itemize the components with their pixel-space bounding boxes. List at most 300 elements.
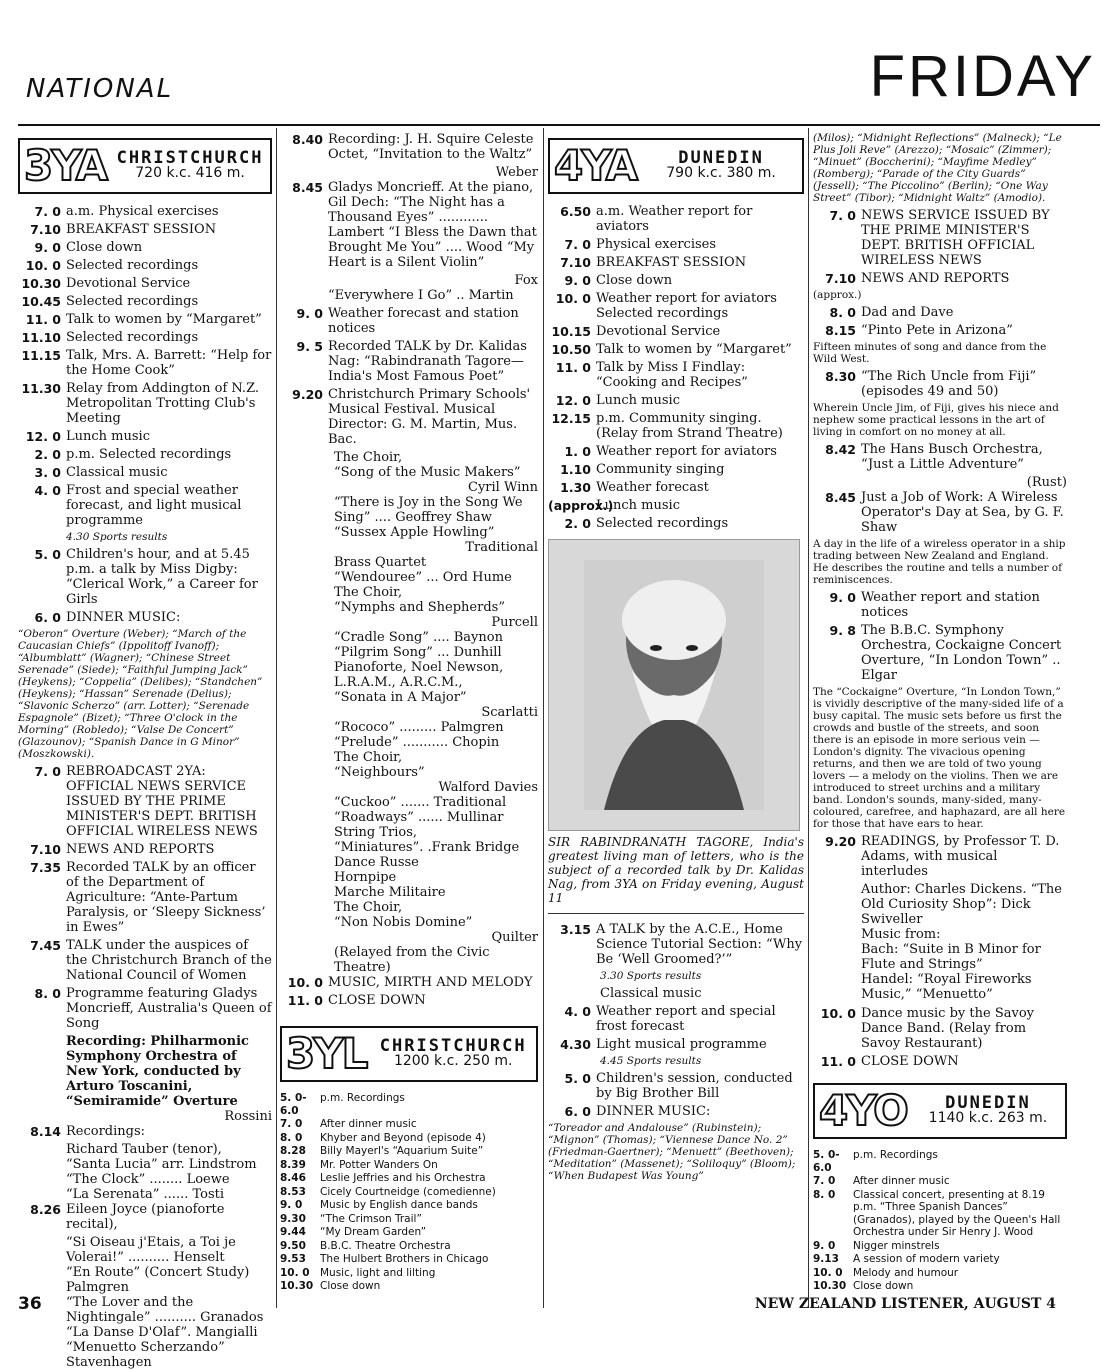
text-line: “The Clock” ........ Loewe — [66, 1172, 230, 1187]
entry-desc: Recordings: — [66, 1124, 146, 1139]
schedule-entry — [18, 610, 272, 625]
dinner-music-list: “Oberon” Overture (Weber); “March of the Caucasian Chiefs” (Ippolitoff Ivanoff); “Albumblatt” (Wagner); “Chinese Street Serenade” (Siede); “Faithful Jumping Jack” (Heykens); “Coppelia” (Delibes); “Standchen” (Heykens); “Hassan” Serenade (Delius); “Slavonic Scherzo” (arr. Lotter); “Serenade Espagnole” (Bizet); “Three O'clock in the Morning” (Robledo); “Valse De Concert” (Glazounov); “Spanish Dance in G Minor” (Moszkowski). — [18, 628, 263, 760]
schedule-entry — [280, 339, 538, 384]
column-divider — [808, 128, 809, 1308]
schedule-entry — [548, 411, 804, 441]
entry-time: 7.45 — [30, 938, 61, 953]
entry-time: 9. 0 — [813, 1239, 836, 1252]
schedule-entry — [280, 1186, 538, 1199]
entry-time: 8.46 — [280, 1172, 306, 1184]
entry-desc: Close down — [66, 240, 143, 255]
sports-note: 4.45 Sports results — [600, 1055, 702, 1067]
entry-time: 7. 0 — [280, 1118, 303, 1130]
schedule-list — [813, 590, 1067, 683]
schedule-entry — [280, 975, 538, 990]
page-number: 36 — [18, 1294, 42, 1314]
entry-desc: Weather forecast and station notices — [328, 306, 519, 336]
entry-desc: Weather forecast — [596, 480, 709, 495]
entry-desc: CLOSE DOWN — [861, 1054, 959, 1069]
schedule-entry — [18, 222, 272, 237]
column-divider — [276, 128, 277, 1308]
entry-desc: NEWS SERVICE ISSUED BY THE PRIME MINISTER'S DEPT. BRITISH OFFICIAL WIRELESS NEWS — [861, 208, 1050, 268]
entry-desc: Classical music — [66, 465, 168, 480]
station-logo: 4YA — [554, 141, 637, 190]
entry-desc: Talk by Miss I Findlay: “Cooking and Recipes” — [596, 360, 748, 390]
item-list — [18, 1235, 272, 1370]
entry-desc: Classical concert, presenting at 8.19 p.m. “Three Spanish Dances” (Granados), played by the Queen's Hall Orchestra under Sir Henry J. Wood — [853, 1188, 1061, 1238]
entry-desc: a.m. Weather report for aviators — [596, 204, 753, 234]
entry-time: 10.50 — [551, 342, 591, 357]
entry-desc: Selected recordings — [66, 294, 199, 309]
entry-time: 8.42 — [825, 442, 856, 457]
entry-time: 12. 0 — [25, 429, 61, 444]
entry-time: 8.39 — [280, 1158, 306, 1171]
schedule-entry — [813, 834, 1067, 879]
schedule-entry — [280, 306, 538, 336]
entry-time: 9.20 — [825, 834, 856, 849]
entry-desc: Weather report and station notices — [861, 590, 1040, 620]
entry-desc: Physical exercises — [596, 237, 717, 252]
entry-time: 5. 0-6.0 — [280, 1092, 307, 1117]
entry-time: 7.10 — [560, 255, 591, 270]
entry-desc: A session of modern variety — [853, 1253, 1000, 1265]
schedule-entry — [548, 237, 804, 252]
schedule-entry — [280, 1253, 538, 1266]
entry-time: 10.30 — [813, 1280, 847, 1292]
entry-time: 9.20 — [292, 387, 323, 402]
schedule-entry — [813, 1175, 1067, 1188]
entry-time: 8.28 — [280, 1145, 306, 1157]
entry-desc: MUSIC, MIRTH AND MELODY — [328, 975, 533, 990]
column-4ya — [548, 132, 804, 1307]
schedule-entry — [280, 1145, 538, 1158]
composer: Fox — [514, 273, 538, 288]
schedule-entry — [18, 381, 272, 426]
entry-time: 11.10 — [21, 330, 61, 345]
entry-desc: CLOSE DOWN — [328, 993, 426, 1008]
text-line: Author: Charles Dickens. “The Old Curiosity Shop”: Dick Swiveller — [861, 882, 1062, 927]
schedule-entry — [18, 1202, 272, 1232]
text-line: Walford Davies — [438, 780, 538, 795]
text-line: “Sonata in A Major” — [334, 690, 467, 705]
column-divider — [543, 128, 544, 1308]
text-line: “Neighbours” — [334, 765, 425, 780]
schedule-entry — [813, 271, 1067, 286]
entry-time: 2. 0 — [34, 447, 61, 462]
station-city: CHRISTCHURCH — [379, 1036, 527, 1056]
tagore-portrait — [548, 539, 800, 831]
text-line: “Miniatures”. .Frank Bridge — [334, 840, 520, 855]
text-line: Brass Quartet — [334, 555, 427, 570]
entry-time: 5. 0 — [34, 547, 61, 562]
column-3ya — [18, 132, 272, 1370]
entry-desc: READINGS, by Professor T. D. Adams, with musical interludes — [861, 834, 1060, 879]
festival-programme — [280, 450, 538, 975]
text-line: Cyril Winn — [468, 480, 538, 495]
station-frequency: 1200 k.c. 250 m. — [393, 1053, 513, 1069]
entry-time: 9.13 — [813, 1253, 839, 1265]
entry-desc: Khyber and Beyond (episode 4) — [320, 1131, 486, 1144]
entry-time: 7. 0 — [34, 204, 61, 219]
entry-desc: p.m. Recordings — [320, 1092, 405, 1104]
entry-desc: DINNER MUSIC: — [596, 1104, 711, 1119]
entry-time: 2. 0 — [564, 516, 591, 531]
schedule-list — [18, 547, 272, 625]
entry-time: 9. 0 — [564, 273, 591, 288]
schedule-entry — [280, 1226, 538, 1239]
schedule-entry — [18, 204, 272, 219]
entry-desc: “Everywhere I Go” .. Martin — [328, 288, 514, 303]
text-line: Traditional — [465, 540, 538, 555]
station-frequency: 790 k.c. 380 m. — [666, 165, 776, 181]
schedule-entry — [280, 1199, 538, 1212]
text-line: Dance Russe — [334, 855, 419, 870]
schedule-list-3yl — [280, 1092, 538, 1293]
entry-desc: Weather report and special frost forecast — [596, 1004, 776, 1034]
entry-desc: After dinner music — [320, 1118, 417, 1130]
entry-time: 5. 0 — [564, 1071, 591, 1086]
schedule-entry — [280, 132, 538, 162]
schedule-list-4yo — [813, 1149, 1067, 1293]
schedule-entry — [548, 922, 804, 967]
station-box-3ya — [18, 138, 272, 194]
schedule-entry — [813, 1006, 1067, 1051]
entry-time: 1. 0 — [564, 444, 591, 459]
entry-time: 4. 0 — [564, 1004, 591, 1019]
text-line: “Wendouree” ... Ord Hume — [334, 570, 512, 585]
text-line: Hornpipe — [334, 870, 397, 885]
schedule-entry — [280, 180, 538, 270]
entry-time: 8.45 — [292, 180, 323, 195]
schedule-entry — [18, 842, 272, 857]
entry-desc: The B.B.C. Symphony Orchestra, Cockaigne Concert Overture, “In London Town” .. Elgar — [861, 623, 1062, 683]
schedule-entry — [18, 258, 272, 273]
entry-time: 9. 5 — [296, 339, 323, 354]
entry-desc: Weather report for aviators — [596, 444, 777, 459]
entry-desc: Recorded TALK by Dr. Kalidas Nag: “Rabindranath Tagore—India's Most Famous Poet” — [328, 339, 527, 384]
programme-note: The “Cockaigne” Overture, “In London Town,” is vividly descriptive of the many-sided life of a busy capital. The music sets before us first the crowds and bustle of the streets, and soon there is an episode in more serious vein — London's dignity. The vivacious opening returns, and then we are told of two young lovers — a melody on the violins. Then we are introduced to street urchins and a military band. London's sounds, many-sided, many-coloured, carefree, and haphazard, are all here for those that have ears to hear. — [813, 686, 1066, 830]
schedule-entry — [18, 465, 272, 480]
entry-time: 10.15 — [551, 324, 591, 339]
schedule-entry — [280, 387, 538, 447]
schedule-entry — [813, 369, 1067, 399]
text-line: Music from: — [861, 927, 941, 942]
day-title: FRIDAY — [869, 44, 1096, 109]
text-line: Bach: “Suite in B Minor for Flute and Strings” — [861, 942, 1041, 972]
schedule-entry — [280, 1267, 538, 1280]
programme-item: Classical music — [600, 986, 702, 1001]
text-line: “Cradle Song” .... Baynon — [334, 630, 503, 645]
schedule-entry — [280, 1118, 538, 1131]
schedule-list — [548, 1004, 804, 1052]
text-line: “Rococo” ......... Palmgren — [334, 720, 504, 735]
schedule-entry — [280, 1213, 538, 1226]
entry-time: 7. 0 — [829, 208, 856, 223]
entry-desc: “Pinto Pete in Arizona” — [861, 323, 1013, 338]
entry-desc: Weather report for aviators Selected recordings — [596, 291, 777, 321]
entry-time: 7. 0 — [813, 1175, 836, 1187]
schedule-entry — [548, 1071, 804, 1101]
entry-time: 5. 0-6.0 — [813, 1149, 840, 1174]
entry-time: 10.30 — [280, 1280, 314, 1292]
schedule-entry — [280, 1240, 538, 1253]
entry-time: 11. 0 — [287, 993, 323, 1008]
schedule-entry — [813, 490, 1067, 535]
entry-time: 10. 0 — [813, 1266, 843, 1279]
schedule-entry — [18, 447, 272, 462]
station-box-4ya — [548, 138, 804, 194]
schedule-entry — [548, 462, 804, 477]
entry-time: 1.30 — [560, 480, 591, 495]
text-line: The Choir, — [334, 450, 403, 465]
entry-desc: REBROADCAST 2YA: OFFICIAL NEWS SERVICE ISSUED BY THE PRIME MINISTER'S DEPT. BRITISH OFFICIAL WIRELESS NEWS — [66, 764, 258, 839]
text-line: “Non Nobis Domine” — [334, 915, 473, 930]
entry-time: 7. 0 — [564, 237, 591, 252]
entry-desc: p.m. Selected recordings — [66, 447, 232, 462]
schedule-entry — [18, 312, 272, 327]
entry-time: 9. 0 — [280, 1199, 303, 1211]
text-line: “Song of the Music Makers” — [334, 465, 521, 480]
station-box-3yl — [280, 1026, 538, 1082]
entry-desc: B.B.C. Theatre Orchestra — [320, 1239, 451, 1252]
schedule-entry — [18, 764, 272, 839]
schedule-entry — [548, 444, 804, 459]
entry-desc: “My Dream Garden” — [320, 1226, 427, 1238]
entry-time: 10.30 — [21, 276, 61, 291]
schedule-list — [813, 305, 1067, 338]
schedule-entry — [18, 276, 272, 291]
entry-time: 10. 0 — [820, 1006, 856, 1021]
schedule-list — [813, 208, 1067, 286]
entry-desc: Dad and Dave — [861, 305, 954, 320]
entry-desc: Talk, Mrs. A. Barrett: “Help for the Home Cook” — [66, 348, 272, 378]
entry-time: 9. 8 — [829, 623, 856, 638]
text-line: Handel: “Royal Fireworks Music,” “Menuetto” — [861, 972, 1032, 1002]
entry-time: 4. 0 — [34, 483, 61, 498]
schedule-entry — [18, 860, 272, 935]
schedule-entry — [548, 516, 804, 531]
entry-desc: Children's hour, and at 5.45 p.m. a talk by Miss Digby: “Clerical Work,” a Career for Girls — [66, 547, 258, 607]
station-frequency: 1140 k.c. 263 m. — [928, 1110, 1048, 1126]
entry-time: 9.53 — [280, 1253, 306, 1265]
schedule-entry — [18, 348, 272, 378]
entry-time: 8.26 — [30, 1202, 61, 1217]
station-logo: 3YL — [286, 1029, 367, 1078]
entry-desc: Relay from Addington of N.Z. Metropolitan Trotting Club's Meeting — [66, 381, 260, 426]
entry-desc: The Hulbert Brothers in Chicago — [320, 1253, 489, 1265]
schedule-entry — [18, 1124, 272, 1139]
entry-desc: Music, light and lilting — [320, 1266, 436, 1279]
programme-note: A day in the life of a wireless operator in a ship trading between New Zealand and England. He describes the routine and tells a number of reminiscences. — [813, 538, 1066, 586]
schedule-entry — [548, 273, 804, 288]
schedule-entry — [813, 1280, 1067, 1293]
text-line: (Relayed from the Civic Theatre) — [334, 945, 490, 975]
schedule-list — [18, 764, 272, 1031]
dinner-music-list: “Toreador and Andalouse” (Rubinstein); “Mignon” (Thomas); “Viennese Dance No. 2” (Friedman-Gaertner); “Menuett” (Beethoven); “Meditation” (Massenet); “Soliloquy” (Bloom); “When Budapest Was Young” — [548, 1122, 796, 1182]
entry-time — [280, 288, 328, 303]
text-line: Scarlatti — [481, 705, 538, 720]
entry-desc: Selected recordings — [596, 516, 729, 531]
schedule-entry — [18, 986, 272, 1031]
text-line: String Trios, — [334, 825, 418, 840]
sports-note: 4.30 Sports results — [66, 531, 168, 543]
station-logo: 4YO — [819, 1086, 907, 1135]
sports-note: 3.30 Sports results — [600, 970, 702, 982]
entry-desc: BREAKFAST SESSION — [596, 255, 747, 270]
recording-note: Recording: Philharmonic Symphony Orchestra of New York, conducted by Arturo Toscanini, — [66, 1034, 249, 1094]
entry-desc: Lunch music — [596, 393, 680, 408]
text-line: Palmgren — [66, 1280, 130, 1295]
entry-time: 9.30 — [280, 1212, 306, 1225]
entry-time: 6. 0 — [34, 610, 61, 625]
entry-desc: Community singing — [596, 462, 725, 477]
entry-time: 8. 0 — [813, 1188, 836, 1201]
schedule-entry — [280, 1132, 538, 1145]
text-line: The Choir, — [334, 585, 403, 600]
entry-time: 9. 0 — [34, 240, 61, 255]
entry-desc: Talk to women by “Margaret” — [596, 342, 792, 357]
schedule-entry — [18, 429, 272, 444]
schedule-entry — [548, 1037, 804, 1052]
entry-time: 8.45 — [825, 490, 856, 505]
entry-desc: Music by English dance bands — [320, 1199, 478, 1211]
entry-desc: Mr. Potter Wanders On — [320, 1158, 438, 1171]
programme-note: Fifteen minutes of song and dance from the Wild West. — [813, 341, 1047, 365]
entry-time: 7.35 — [30, 860, 61, 875]
entry-desc: Billy Mayerl's “Aquarium Suite” — [320, 1145, 484, 1157]
schedule-entry — [18, 330, 272, 345]
entry-desc: Devotional Service — [66, 276, 191, 291]
schedule-entry — [18, 547, 272, 607]
schedule-entry — [548, 1004, 804, 1034]
schedule-entry — [280, 1092, 538, 1117]
station-city: DUNEDIN — [678, 148, 764, 168]
schedule-entry — [548, 1104, 804, 1119]
entry-time: 9.50 — [280, 1239, 306, 1252]
text-line: Purcell — [491, 615, 538, 630]
schedule-entry — [280, 1172, 538, 1185]
text-line: “Cuckoo” ....... Traditional — [334, 795, 507, 810]
schedule-entry — [548, 291, 804, 321]
schedule-entry — [280, 288, 538, 303]
entry-time: 10. 0 — [287, 975, 323, 990]
schedule-list — [18, 204, 272, 528]
entry-time: 8.53 — [280, 1185, 306, 1198]
schedule-entry — [813, 623, 1067, 683]
station-city: DUNEDIN — [945, 1093, 1031, 1113]
entry-desc: NEWS AND REPORTS — [66, 842, 215, 857]
entry-time: 7.10 — [30, 842, 61, 857]
schedule-entry — [18, 483, 272, 528]
entry-time: 11.30 — [21, 381, 61, 396]
entry-desc: Frost and special weather forecast, and light musical programme — [66, 483, 242, 528]
entry-desc: A TALK by the A.C.E., Home Science Tutorial Section: “Why Be ‘Well Groomed?’” — [596, 922, 803, 967]
schedule-list — [813, 1006, 1067, 1069]
readings-list — [813, 882, 1067, 1002]
entry-time: 6.50 — [560, 204, 591, 219]
text-line: “Nymphs and Shepherds” — [334, 600, 505, 615]
text-line: Stavenhagen — [66, 1355, 152, 1370]
schedule-entry — [813, 208, 1067, 268]
schedule-list — [280, 975, 538, 1008]
portrait-icon — [584, 560, 764, 810]
entry-time: 8. 0 — [829, 305, 856, 320]
programme-note: Wherein Uncle Jim, of Fiji, gives his niece and nephew some practical lessons in the art of living in comfort on no money at all. — [813, 402, 1059, 438]
photo-caption: SIR RABINDRANATH TAGORE, India's greatest living man of letters, who is the subject of a recorded talk by Dr. Kalidas Nag, from 3YA on Friday evening, August 11 — [548, 835, 804, 905]
schedule-list — [280, 132, 538, 447]
programme-item: “Semiramide” Overture — [66, 1094, 238, 1109]
text-line: Pianoforte, Noel Newson, L.R.A.M., A.R.C.M., — [334, 660, 504, 690]
text-line: “Santa Lucia” arr. Lindstrom — [66, 1157, 257, 1172]
entry-time: 11.15 — [21, 348, 61, 363]
schedule-entry — [548, 204, 804, 234]
entry-desc: Recording: J. H. Squire Celeste Octet, “Invitation to the Waltz” — [328, 132, 534, 162]
entry-desc: Leslie Jeffries and his Orchestra — [320, 1172, 486, 1184]
entry-desc: Lunch music — [66, 429, 150, 444]
item-list — [18, 1142, 272, 1202]
entry-time: 11. 0 — [555, 360, 591, 375]
station-frequency: 720 k.c. 416 m. — [135, 165, 245, 181]
entry-desc: Children's session, conducted by Big Brother Bill — [596, 1071, 793, 1101]
publication-line: NEW ZEALAND LISTENER, AUGUST 4 — [754, 1296, 1056, 1312]
text-line: Richard Tauber (tenor), — [66, 1142, 222, 1157]
composer: (Rust) — [1026, 475, 1067, 490]
schedule-entry — [280, 1280, 538, 1293]
entry-time: 9.44 — [280, 1226, 306, 1238]
approx-note: (approx.) — [813, 289, 862, 301]
entry-time: 8. 0 — [280, 1131, 303, 1144]
entry-desc: TALK under the auspices of the Christchurch Branch of the National Council of Women — [66, 938, 272, 983]
schedule-entry — [813, 1240, 1067, 1253]
schedule-entry — [813, 442, 1067, 472]
entry-desc: p.m. Recordings — [853, 1149, 938, 1161]
entry-desc: Eileen Joyce (pianoforte recital), — [66, 1202, 225, 1232]
entry-time: (approx.) — [548, 498, 614, 513]
entry-time: 3.15 — [560, 922, 591, 937]
column-4ya-evening — [813, 132, 1067, 1307]
station-box-4yo — [813, 1083, 1067, 1139]
entry-time: 7.10 — [30, 222, 61, 237]
entry-desc: a.m. Physical exercises — [66, 204, 219, 219]
schedule-entry — [813, 1253, 1067, 1266]
entry-desc: Recorded TALK by an officer of the Department of Agriculture: “Ante-Partum Paralysis, or ‘Sleepy Sickness’ in Ewes” — [66, 860, 266, 935]
schedule-entry — [548, 255, 804, 270]
entry-time: 8.14 — [30, 1124, 61, 1139]
composer: Weber — [495, 165, 538, 180]
station-city: CHRISTCHURCH — [116, 148, 264, 168]
schedule-entry — [548, 360, 804, 390]
schedule-list — [548, 204, 804, 531]
entry-desc: Just a Job of Work: A Wireless Operator's Day at Sea, by G. F. Shaw — [861, 490, 1064, 535]
entry-time: 3. 0 — [34, 465, 61, 480]
text-line: Marche Militaire — [334, 885, 446, 900]
schedule-list — [548, 922, 804, 967]
text-line: “Prelude” ........... Chopin — [334, 735, 500, 750]
schedule-entry — [813, 305, 1067, 320]
text-line: “Roadways” ...... Mullinar — [334, 810, 504, 825]
entry-desc: Selected recordings — [66, 330, 199, 345]
entry-time: 8. 0 — [34, 986, 61, 1001]
entry-desc: DINNER MUSIC: — [66, 610, 181, 625]
entry-time: 10.45 — [21, 294, 61, 309]
entry-time: 11. 0 — [25, 312, 61, 327]
entry-time: 8.15 — [825, 323, 856, 338]
entry-time: 7. 0 — [34, 764, 61, 779]
schedule-entry — [280, 993, 538, 1008]
entry-desc: Cicely Courtneidge (comedienne) — [320, 1185, 496, 1198]
text-line: The Choir, — [334, 750, 403, 765]
text-line: “The Lover and the Nightingale” .......... Granados — [66, 1295, 264, 1325]
